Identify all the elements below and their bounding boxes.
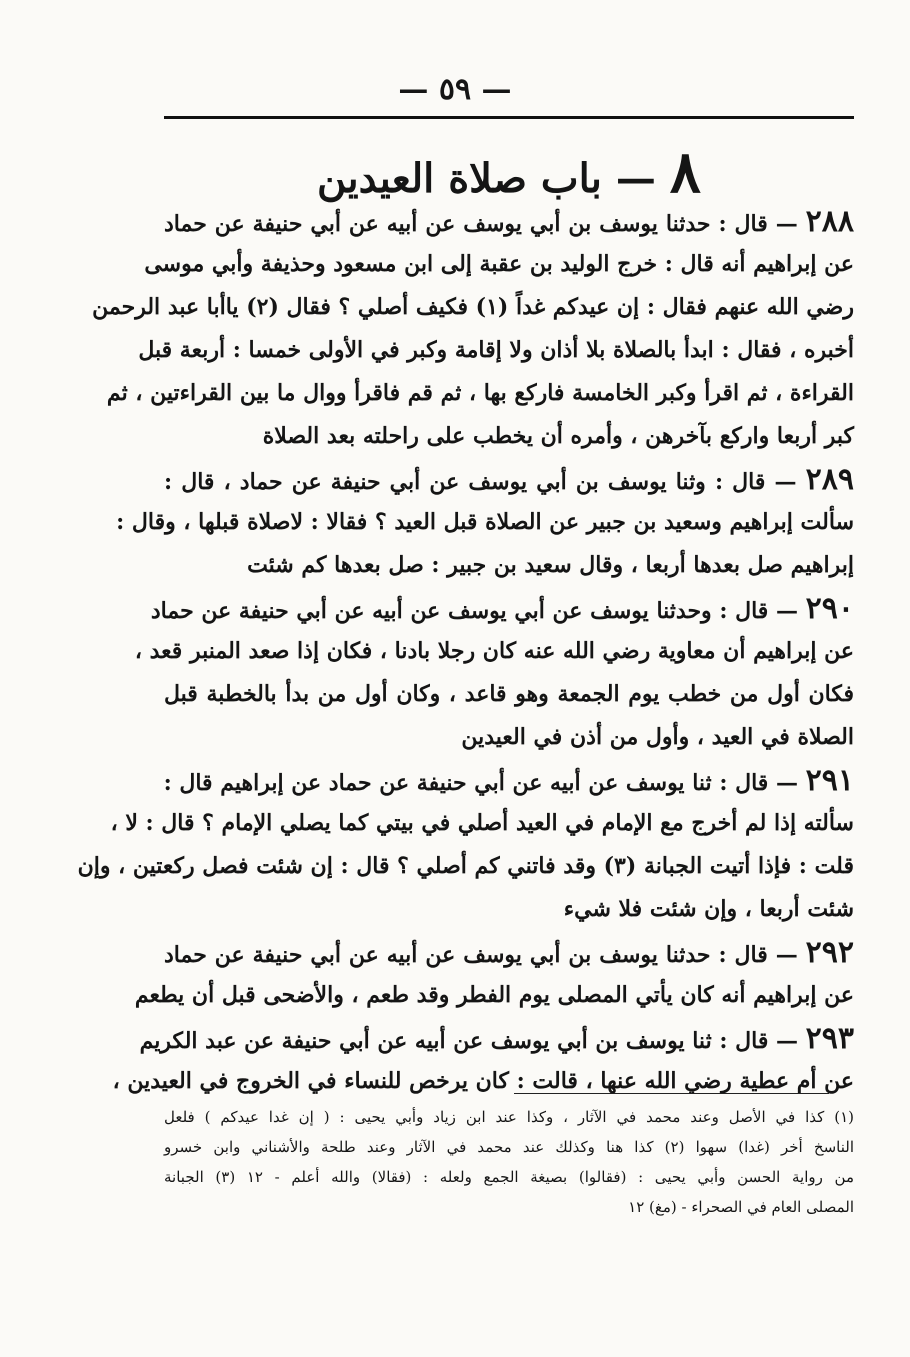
footnote-line: من رواية الحسن وأبي يحيى : (فقالوا) بصيغة الجمع ولعله : (فقالا) والله أعلم - ١٢ (٣) الجبانة [164,1168,855,1186]
footnote-line: (١) كذا في الأصل وعند محمد في الآثار ، وكذا عند ابن زياد وأبي يحيى : ( إن غدا عيدكم ) فلعل [164,1108,854,1126]
text-line [164,716,854,759]
hadith-first-line [164,759,854,802]
hadith-number: ٢٩١ [805,763,854,798]
line-text: عن إبراهيم أنه قال : خرج الوليد بن عقبة إلى ابن مسعود وحذيفة وأبي موسى [144,251,854,277]
page-number: — ٥٩ — [398,72,512,107]
line-text: كبر أربعا واركع بآخرهن ، وأمره أن يخطب على راحلته بعد الصلاة [262,423,854,449]
footnote-line: الناسخ أخر (غدا) سهوا (٢) كذا هنا وكذلك عند محمد في الآثار وعند طلحة والأشناني وابن خسرو [164,1138,855,1156]
line-text: — قال : ثنا يوسف عن أبيه عن أبي حنيفة عن حماد عن إبراهيم قال : [163,770,806,796]
text-line [134,630,854,673]
line-text: إبراهيم صل بعدها أربعا ، وقال سعيد بن جبير : صل بعدها كم شئت [247,552,854,578]
line-text: أخبره ، فقال : ابدأ بالصلاة بلا أذان ولا إقامة وكبر في الأولى خمسا : أربعة قبل [138,337,854,363]
text-line [134,974,854,1017]
hadith-number: ٢٨٩ [805,462,854,497]
text-line [164,673,854,716]
hadith-first-line [139,1017,854,1060]
hadith-number: ٢٩٣ [805,1021,854,1056]
text-line [164,888,854,931]
text-line [116,501,854,544]
text-line [164,544,854,587]
line-text: — قال : حدثنا يوسف بن أبي يوسف عن أبيه عن أبي حنيفة عن حماد [164,942,806,968]
footnotes [164,1102,854,1222]
line-text: القراءة ، ثم اقرأ وكبر الخامسة فاركع بها ، ثم قم فاقرأ ووال ما بين القراءتين ، ثم [106,380,854,406]
hadith-first-line [164,200,854,243]
chapter-number: ٨ [669,138,701,206]
text-line [92,286,854,329]
line-text: عن أم عطية رضي الله عنها ، قالت : كان يرخص للنساء في الخروج في العيدين ، [112,1068,854,1094]
text-line [144,243,854,286]
text-line [77,845,854,888]
line-text: سألت إبراهيم وسعيد بن جبير عن الصلاة قبل العيد ؟ فقالا : لاصلاة قبلها ، وقال : [116,509,854,535]
line-text: سألته إذا لم أخرج مع الإمام في العيد أصلي في بيتي كما يصلي الإمام ؟ قال : لا ، [110,810,854,836]
hadith-first-line [150,587,854,630]
line-text: عن إبراهيم أنه كان يأتي المصلى يوم الفطر وقد طعم ، والأضحى قبل أن يطعم [134,982,854,1008]
line-text: قلت : فإذا أتيت الجبانة (٣) وقد فاتني كم أصلي ؟ قال : إن شئت فصل ركعتين ، وإن [77,853,854,879]
line-text: الصلاة في العيد ، وأول من أذن في العيدين [461,724,854,750]
line-text: — قال : وحدثنا يوسف عن أبي يوسف عن أبيه عن أبي حنيفة عن حماد [150,598,806,624]
line-text: — قال : وثنا يوسف بن أبي يوسف عن أبي حنيفة عن حماد ، قال : [164,469,806,495]
line-text: عن إبراهيم أن معاوية رضي الله عنه كان رجلا بادنا ، فكان إذا صعد المنبر قعد ، [134,638,854,664]
text-line [110,802,854,845]
chapter-title: — باب صلاة العيدين [317,155,656,202]
text-line [106,372,854,415]
line-text: فكان أول من خطب يوم الجمعة وهو قاعد ، وكان أول من بدأ بالخطبة قبل [164,681,854,707]
hadith-number: ٢٨٨ [805,204,854,239]
chapter-heading [164,138,854,206]
hadith-first-line [164,458,854,501]
text-line [164,415,854,458]
hadith-first-line [164,931,854,974]
body-text [77,200,854,1103]
text-line [138,329,854,372]
text-line [112,1060,854,1103]
header-rule [164,116,854,119]
hadith-number: ٢٩٠ [805,591,854,626]
footnote-rule [514,1093,829,1094]
line-text: شئت أربعا ، وإن شئت فلا شيء [563,896,854,922]
line-text: — قال : حدثنا يوسف بن أبي يوسف عن أبيه عن أبي حنيفة عن حماد [164,211,806,237]
hadith-number: ٢٩٢ [805,935,854,970]
footnote-line: المصلى العام في الصحراء - (مغ) ١٢ [628,1198,854,1216]
line-text: رضي الله عنهم فقال : إن عيدكم غداً (١) فكيف أصلي ؟ فقال (٢) ياأبا عبد الرحمن [92,294,854,320]
line-text: — قال : ثنا يوسف بن أبي يوسف عن أبيه عن أبي حنيفة عن عبد الكريم [139,1028,806,1054]
